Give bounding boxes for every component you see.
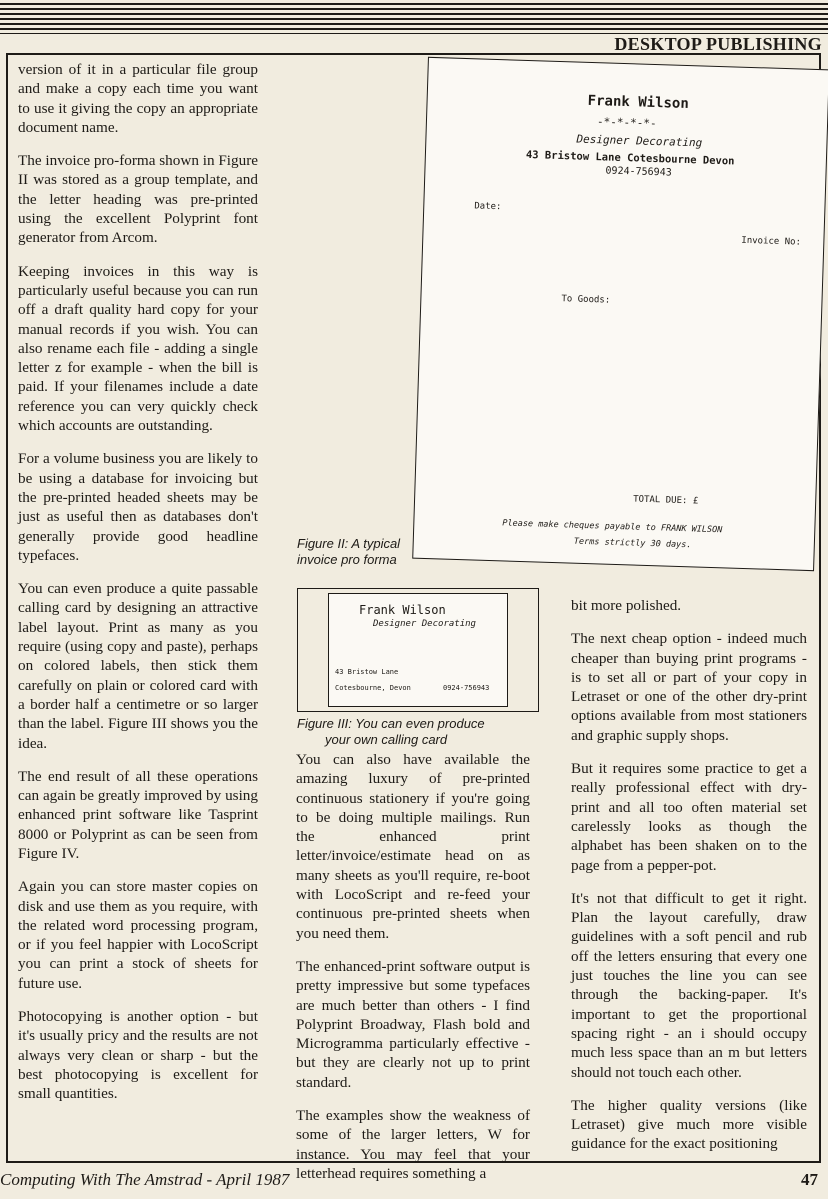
paragraph: The higher quality versions (like Letraset) give much more visible guidance for the exact positioning — [571, 1096, 807, 1153]
paragraph: Keeping invoices in this way is particularly useful because you can run off a draft quality hard copy for your manual records if you wish. You can also rename each file - adding a single letter z for example - when the bill is paid. If your filenames include a date reference you can very quickly check which accounts are outstanding. — [18, 262, 258, 435]
card-phone: 0924-756943 — [443, 684, 490, 692]
paragraph: You can also have available the amazing luxury of pre-printed continuous stationery if you're going to be doing multiple mailings. Run the enhanced print letter/invoice/estimate head on as many sheets as you'll require, re-boot with LocoScript and re-feed your continuous pre-printed sheets when you need them. — [296, 751, 530, 942]
column-2 — [296, 750, 530, 1197]
paragraph: The end result of all these operations can again be greatly improved by using enhanced print software like Tasprint 8000 or Polyprint as can be seen from Figure IV. — [18, 767, 258, 862]
caption-line: Figure II: A typical — [297, 536, 401, 551]
paragraph: The enhanced-print software output is pretty impressive but some typefaces are much better than others - I find Polyprint Broadway, Flash bold and Microgramma particularly effective - but they are clearly not up to print standard. — [296, 957, 530, 1091]
paragraph: You can even produce a quite passable calling card by designing an attractive label layout. Print as many as you require (using copy and paste), perhaps on colored labels, then stick them carefully on plain or colored card with a border half a centimetre or so larger than the label. Figure III shows you the idea. — [18, 580, 258, 752]
invoice-number-label: Invoice No: — [741, 235, 802, 248]
paragraph: For a volume business you are likely to be using a database for invoicing but the pre-printed headed sheets may be just as useful then as databases don't generally provide good headline typefaces. — [18, 450, 258, 564]
caption-line: invoice pro forma — [297, 552, 397, 567]
figure3-caption — [297, 716, 485, 748]
paragraph: The invoice pro-forma shown in Figure II was stored as a group template, and the letter heading was pre-printed using the excellent Polyprint font generator from Arcom. — [18, 152, 258, 247]
paragraph: Again you can store master copies on disk and use them as you require, with the related word processing program, or if you feel happier with LocoScript you can print a stock of sheets for future use. — [18, 878, 258, 992]
card-address-line2: Cotesbourne, Devon — [335, 684, 411, 692]
footer-publication: Computing With The Amstrad - April 1987 — [0, 1170, 290, 1189]
invoice-goods-label: To Goods: — [561, 294, 611, 306]
page-number: 47 — [801, 1170, 818, 1189]
invoice-total-label: TOTAL DUE: £ — [633, 494, 699, 507]
invoice-trade: Designer Decorating — [576, 132, 703, 150]
invoice-address: 43 Bristow Lane Cotesbourne Devon — [525, 148, 735, 168]
paragraph: It's not that difficult to get it right. Plan the layout carefully, draw guidelines with a soft pencil and rub off the letters ensuring that every one just touches the line you can see through the backing-paper. It's important to get the proportional spacing right - an i should occupy much less space than an m but letters should not touch each other. — [571, 889, 807, 1081]
invoice-date-label: Date: — [474, 201, 502, 213]
section-title: DESKTOP PUBLISHING — [608, 34, 822, 55]
column-1 — [18, 60, 258, 1118]
calling-card — [328, 593, 508, 707]
paragraph: The examples show the weakness of some of the larger letters, W for instance. You may feel that your letterhead requires something a — [296, 1107, 530, 1182]
invoice-stars: -*-*-*-*- — [596, 115, 657, 131]
invoice-figure — [412, 57, 828, 571]
paragraph: Photocopying is another option - but it's usually pricy and the results are not always very clean or sharp - but the best photocopying is excellent for small quantities. — [18, 1008, 258, 1103]
paragraph: But it requires some practice to get a really professional effect with dry-print and all too often material set carelessly looks as though the alphabet has been shaken on to the page from a pepper-pot. — [571, 760, 807, 874]
invoice-cheques-text: Please make cheques payable to FRANK WILSON — [502, 518, 723, 536]
caption-line: Figure III: You can even produce — [297, 716, 485, 731]
paragraph: bit more polished. — [571, 597, 682, 614]
card-address-line1: 43 Bristow Lane — [335, 668, 399, 676]
caption-line: your own calling card — [325, 732, 448, 747]
figure2-caption — [297, 536, 400, 568]
header-stripes — [0, 0, 828, 34]
card-trade: Designer Decorating — [373, 619, 476, 629]
invoice-phone: 0924-756943 — [605, 165, 672, 179]
card-name: Frank Wilson — [359, 603, 446, 617]
column-3 — [571, 596, 807, 1168]
invoice-terms-text: Terms strictly 30 days. — [573, 536, 692, 551]
paragraph: The next cheap option - indeed much cheaper than buying print programs - is to set all or part of your copy in Letraset or one of the other dry-print options available from most stationers and graphic supply shops. — [571, 630, 807, 744]
invoice-name: Frank Wilson — [587, 92, 690, 113]
paragraph: version of it in a particular file group and make a copy each time you want to use it giving the copy an appropriate document name. — [18, 61, 258, 136]
